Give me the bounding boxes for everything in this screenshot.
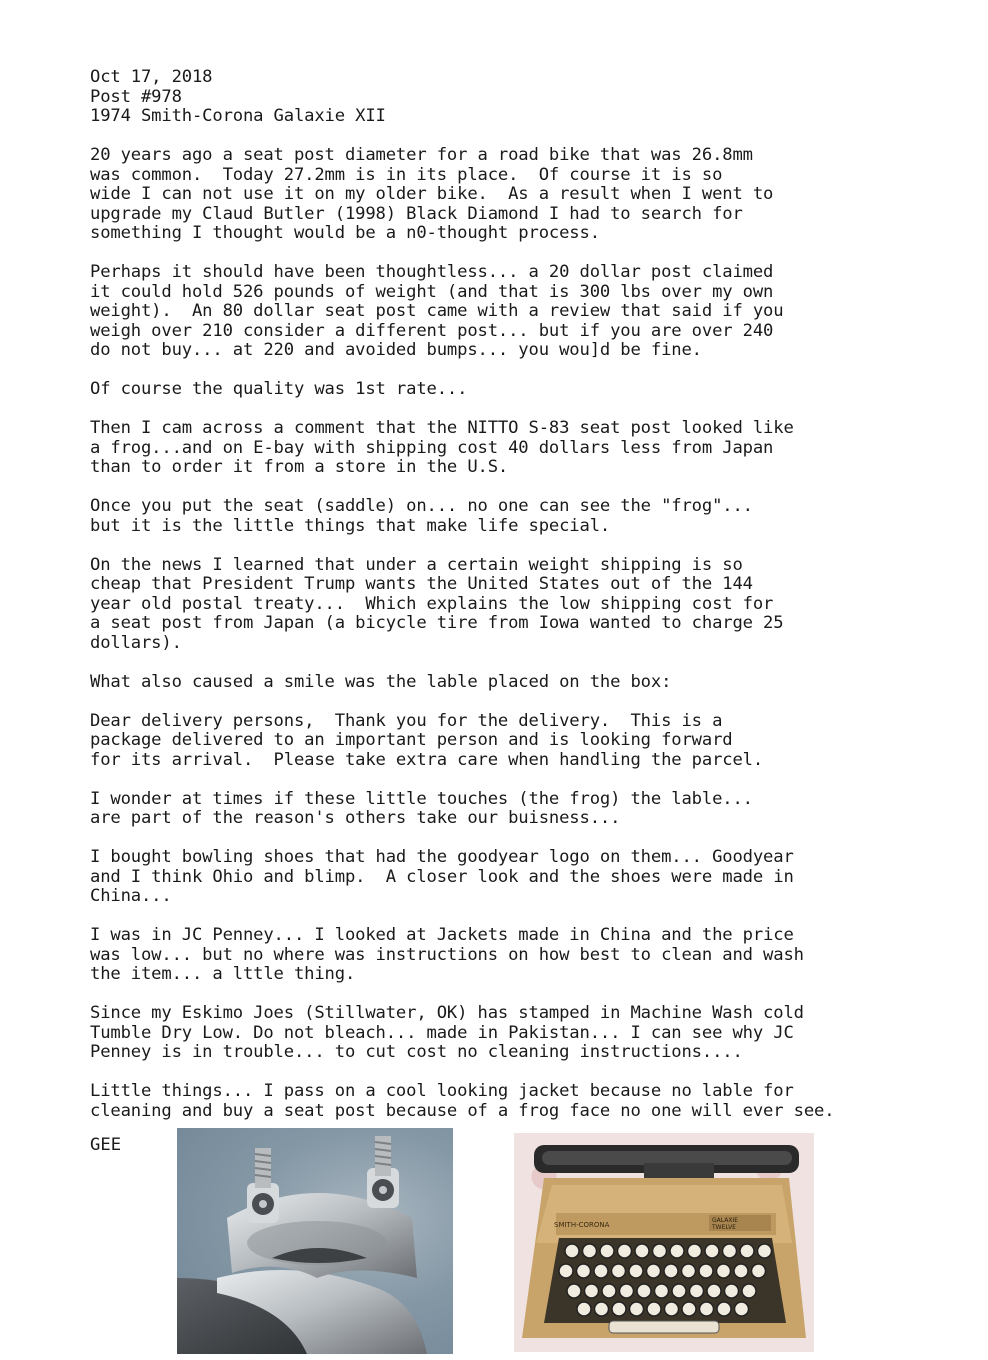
text-line: Since my Eskimo Joes (Stillwater, OK) has stamped in Machine Wash cold xyxy=(90,1003,804,1023)
post-number: Post #978 xyxy=(90,86,182,107)
paragraph xyxy=(90,790,950,829)
letter-paragraphs xyxy=(90,146,950,1121)
typewriter-key xyxy=(577,1302,591,1316)
text-line: wide I can not use it on my older bike. As a result when I went to xyxy=(90,184,774,204)
letter-body xyxy=(90,68,950,1141)
typewriter-key xyxy=(577,1264,591,1278)
text-line: a frog...and on E-bay with shipping cost 40 dollars less from Japan xyxy=(90,437,774,458)
typewriter-key xyxy=(618,1244,632,1258)
text-line: the item... a lttle thing. xyxy=(90,964,356,984)
typewriter-key xyxy=(612,1302,626,1316)
seat-post-frog-photo xyxy=(177,1128,453,1354)
paragraph xyxy=(90,380,950,400)
text-line: Tumble Dry Low. Do not bleach... made in Pakistan... I can see why JC xyxy=(90,1022,794,1043)
typewriter-key xyxy=(565,1244,579,1258)
paragraph xyxy=(90,146,950,244)
text-line: upgrade my Claud Butler (1998) Black Diamond I had to search for xyxy=(90,203,743,224)
typewriter-model-label-1: GALAXIE xyxy=(712,1217,739,1224)
text-line: and I think Ohio and blimp. A closer look and the shoes were made in xyxy=(90,866,794,887)
typewriter-key xyxy=(717,1264,731,1278)
paragraph xyxy=(90,673,950,693)
typewriter-key xyxy=(723,1244,737,1258)
text-line: it could hold 526 pounds of weight (and that is 300 lbs over my own xyxy=(90,281,774,302)
typewriter-key xyxy=(620,1284,634,1298)
text-line: package delivered to an important person and is looking forward xyxy=(90,730,733,750)
text-line: but it is the little things that make life special. xyxy=(90,515,611,536)
typewriter-key xyxy=(700,1302,714,1316)
typewriter-key xyxy=(567,1284,581,1298)
typewriter-key xyxy=(600,1244,614,1258)
typewriter-key xyxy=(670,1244,684,1258)
typewriter-model-label-2: TWELVE xyxy=(712,1224,736,1231)
typewriter-key xyxy=(707,1284,721,1298)
text-line: I wonder at times if these little touches (the frog) the lable... xyxy=(90,788,753,809)
typewriter-key xyxy=(585,1284,599,1298)
typewriter-key xyxy=(594,1264,608,1278)
text-line: a seat post from Japan (a bicycle tire from Iowa wanted to charge 25 xyxy=(90,613,784,633)
typewriter-key xyxy=(688,1244,702,1258)
text-line: Perhaps it should have been thoughtless... a 20 dollar post claimed xyxy=(90,262,774,282)
typewriter-key xyxy=(758,1244,772,1258)
paragraph xyxy=(90,1082,950,1121)
text-line: year old postal treaty... Which explains the low shipping cost for xyxy=(90,593,774,614)
paragraph xyxy=(90,497,950,536)
text-line: cleaning and buy a seat post because of a frog face no one will ever see. xyxy=(90,1100,835,1121)
paragraph xyxy=(90,712,950,771)
text-line: cheap that President Trump wants the United States out of the 144 xyxy=(90,574,753,594)
typewriter-key xyxy=(612,1264,626,1278)
text-line: weigh over 210 consider a different post... but if you are over 240 xyxy=(90,320,774,341)
typewriter-key xyxy=(740,1244,754,1258)
typewriter-key xyxy=(664,1264,678,1278)
text-line: than to order it from a store in the U.S. xyxy=(90,457,509,477)
text-line: was common. Today 27.2mm is in its place. Of course it is so xyxy=(90,164,723,185)
typewriter-key xyxy=(653,1244,667,1258)
typewriter-key xyxy=(682,1302,696,1316)
text-line: Little things... I pass on a cool looking jacket because no lable for xyxy=(90,1081,794,1101)
text-line: On the news I learned that under a certain weight shipping is so xyxy=(90,554,743,575)
typewriter-photo xyxy=(514,1133,814,1352)
paragraph xyxy=(90,1004,950,1063)
text-line: Then I cam across a comment that the NITTO S-83 seat post looked like xyxy=(90,418,794,438)
typewriter-key xyxy=(742,1284,756,1298)
text-line: I was in JC Penney... I looked at Jackets made in China and the price xyxy=(90,925,794,945)
letter-header xyxy=(90,68,950,127)
typewriter-key xyxy=(725,1284,739,1298)
typewriter-key xyxy=(647,1302,661,1316)
typewriter-key xyxy=(559,1264,573,1278)
letter-date: Oct 17, 2018 xyxy=(90,67,213,87)
text-line: weight). An 80 dollar seat post came with a review that said if you xyxy=(90,301,784,321)
paragraph xyxy=(90,263,950,361)
text-line: something I thought would be a n0-thought process. xyxy=(90,223,600,243)
text-line: 20 years ago a seat post diameter for a road bike that was 26.8mm xyxy=(90,145,753,165)
typewriter-key xyxy=(699,1264,713,1278)
typewriter-key xyxy=(647,1264,661,1278)
typewriter-key xyxy=(655,1284,669,1298)
typewriter-key xyxy=(629,1264,643,1278)
typewriter-key xyxy=(752,1264,766,1278)
text-line: Of course the quality was 1st rate... xyxy=(90,379,468,399)
typewriter-key xyxy=(665,1302,679,1316)
text-line: Dear delivery persons, Thank you for the delivery. This is a xyxy=(90,710,723,731)
typewriter-key xyxy=(672,1284,686,1298)
paragraph xyxy=(90,926,950,985)
typewriter-key xyxy=(635,1244,649,1258)
text-line: Once you put the seat (saddle) on... no one can see the "frog"... xyxy=(90,496,753,516)
typewriter-key xyxy=(690,1284,704,1298)
text-line: was low... but no where was instructions on how best to clean and wash xyxy=(90,944,804,965)
text-line: China... xyxy=(90,886,172,906)
typewriter-key xyxy=(734,1264,748,1278)
typewriter-key xyxy=(602,1284,616,1298)
typewriter-key xyxy=(637,1284,651,1298)
text-line: I bought bowling shoes that had the goodyear logo on them... Goodyear xyxy=(90,847,794,867)
text-line: dollars). xyxy=(90,632,182,653)
typewriter-key xyxy=(595,1302,609,1316)
text-line: Penney is in trouble... to cut cost no cleaning instructions.... xyxy=(90,1042,743,1062)
text-line: do not buy... at 220 and avoided bumps... you wou]d be fine. xyxy=(90,340,702,360)
typewriter-key xyxy=(717,1302,731,1316)
text-line: are part of the reason's others take our buisness... xyxy=(90,808,621,828)
typewriter-key xyxy=(705,1244,719,1258)
typewriter-key xyxy=(735,1302,749,1316)
typewriter-key xyxy=(583,1244,597,1258)
typewriter-key xyxy=(682,1264,696,1278)
typewriter-model: 1974 Smith-Corona Galaxie XII xyxy=(90,106,386,126)
paragraph xyxy=(90,556,950,654)
signature: GEE xyxy=(90,1135,122,1155)
paragraph xyxy=(90,848,950,907)
typewriter-key xyxy=(630,1302,644,1316)
text-line: What also caused a smile was the lable placed on the box: xyxy=(90,671,672,692)
text-line: for its arrival. Please take extra care when handling the parcel. xyxy=(90,749,764,770)
typewriter-brand-label: SMITH-CORONA xyxy=(554,1221,610,1229)
paragraph xyxy=(90,419,950,478)
